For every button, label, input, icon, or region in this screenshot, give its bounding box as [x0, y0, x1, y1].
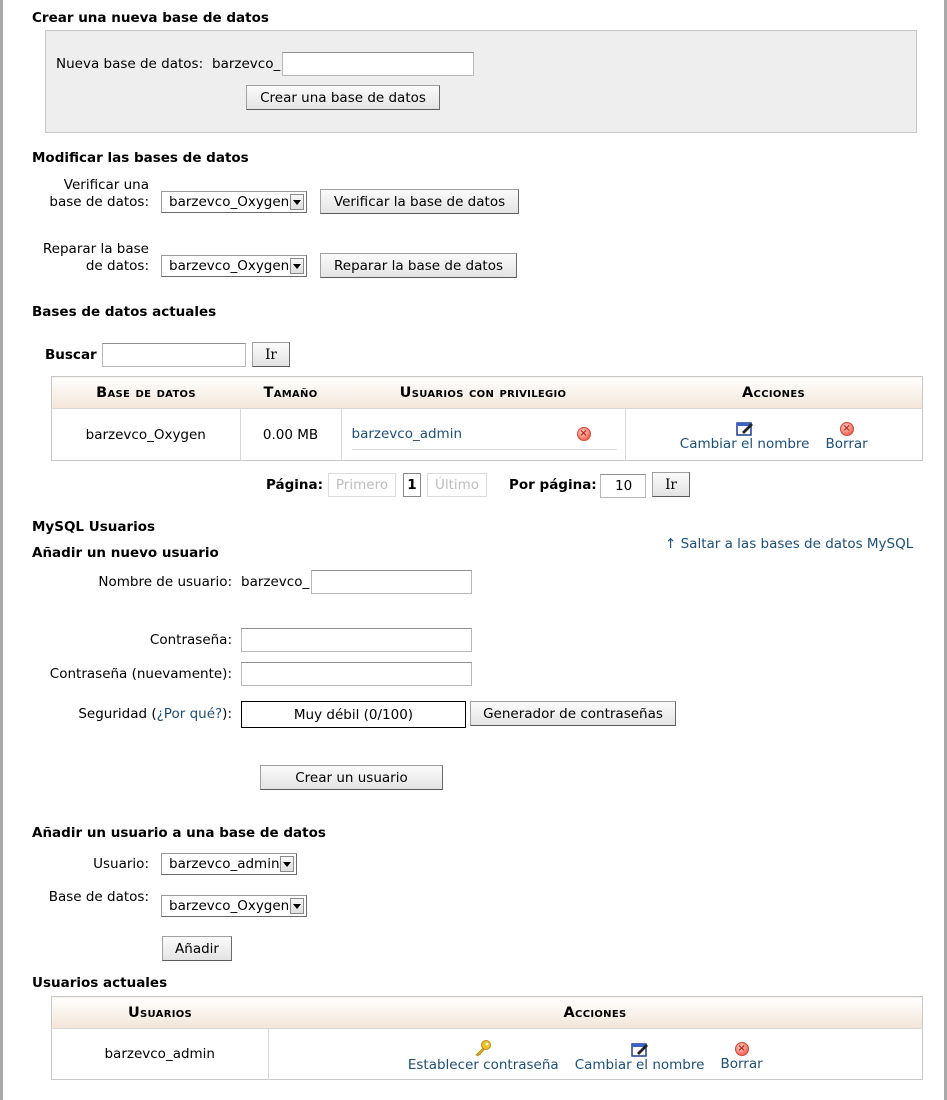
verify-db-label: Verificar una base de datos: [49, 177, 149, 210]
current-users-heading: Usuarios actuales [32, 975, 168, 991]
password-strength-meter [241, 701, 466, 728]
chevron-down-icon [280, 856, 294, 872]
delete-x-icon: × [735, 1042, 749, 1056]
password-input[interactable] [241, 628, 472, 652]
rename-icon [631, 1042, 649, 1057]
verify-db-button[interactable]: Verificar la base de datos [320, 189, 519, 214]
why-link[interactable]: ¿Por qué? [156, 706, 223, 722]
verify-db-select[interactable] [161, 191, 307, 213]
db-select-label: Base de datos: [48, 889, 149, 905]
repair-db-select-value: barzevco_Oxygen [169, 258, 290, 274]
delete-user-link[interactable]: Borrar [720, 1055, 763, 1072]
first-page-button[interactable]: Primero [328, 473, 396, 497]
search-go-button[interactable]: Ir [252, 342, 290, 367]
col-header-size: Tamaño [240, 377, 341, 409]
verify-db-select-value: barzevco_Oxygen [169, 194, 290, 210]
add-user-to-db-heading: Añadir un usuario a una base de datos [32, 825, 326, 841]
modify-db-heading: Modificar las bases de datos [32, 150, 249, 166]
new-db-input[interactable] [282, 52, 474, 76]
col-header-user-actions: Acciones [268, 997, 923, 1029]
rename-db-link[interactable]: Cambiar el nombre [679, 436, 810, 452]
db-size-cell: 0.00 MB [240, 409, 341, 461]
per-page-label: Por página: [509, 477, 597, 493]
new-db-label: Nueva base de datos: [56, 56, 204, 72]
create-db-heading: Crear una nueva base de datos [32, 10, 269, 26]
username-label: Nombre de usuario: [98, 574, 232, 590]
col-header-database: Base de datos [52, 377, 241, 409]
rename-user-action[interactable] [575, 1039, 705, 1073]
repair-db-button[interactable]: Reparar la base de datos [320, 253, 517, 278]
user-name-cell: barzevco_admin [52, 1029, 269, 1080]
create-user-button[interactable]: Crear un usuario [260, 765, 443, 790]
add-user-to-db-button[interactable]: Añadir [162, 936, 232, 961]
password-again-input[interactable] [241, 662, 472, 686]
security-label [40, 706, 232, 723]
table-row [52, 1029, 923, 1080]
password-generator-button[interactable]: Generador de contraseñas [470, 701, 676, 726]
add-user-heading: Añadir un nuevo usuario [32, 545, 219, 561]
delete-x-icon: × [840, 422, 854, 436]
delete-x-icon[interactable]: × [577, 427, 591, 441]
user-select-label: Usuario: [93, 856, 149, 872]
last-page-button[interactable]: Último [427, 473, 487, 497]
chevron-down-icon [290, 194, 304, 210]
current-page[interactable]: 1 [403, 473, 421, 497]
delete-db-link[interactable]: Borrar [825, 436, 868, 452]
user-select[interactable] [161, 853, 297, 875]
col-header-users: Usuarios [52, 997, 269, 1029]
db-select[interactable] [161, 895, 307, 917]
search-label: Buscar [45, 347, 97, 363]
username-prefix: barzevco_ [241, 574, 310, 590]
page-label: Página: [266, 477, 324, 493]
set-password-link[interactable]: Establecer contraseña [407, 1056, 559, 1073]
search-input[interactable] [102, 343, 246, 367]
chevron-down-icon [290, 258, 304, 274]
databases-table [51, 376, 923, 461]
window-frame-left [0, 0, 3, 1100]
rename-user-link[interactable]: Cambiar el nombre [574, 1056, 705, 1073]
db-select-value: barzevco_Oxygen [169, 898, 290, 914]
db-user-link[interactable]: barzevco_admin [351, 426, 463, 442]
create-db-panel [45, 30, 917, 133]
db-users-cell [341, 409, 625, 461]
password-label: Contraseña: [149, 632, 232, 648]
set-password-action[interactable] [408, 1039, 559, 1073]
col-header-actions: Acciones [625, 377, 923, 409]
jump-to-dbs-text: Saltar a las bases de datos MySQL [680, 536, 914, 552]
password-again-label: Contraseña (nuevamente): [49, 666, 232, 682]
users-table [51, 996, 923, 1080]
db-actions-cell [625, 409, 923, 461]
table-row [52, 409, 923, 461]
per-page-input[interactable] [600, 474, 646, 498]
create-db-button[interactable]: Crear una base de datos [246, 85, 440, 110]
username-input[interactable] [311, 570, 472, 594]
per-page-go-button[interactable]: Ir [652, 472, 690, 497]
security-label-pre: Seguridad ( [78, 706, 157, 722]
repair-db-select[interactable] [161, 255, 307, 277]
password-strength-text: Muy débil (0/100) [293, 706, 414, 723]
delete-user-action[interactable] [720, 1039, 762, 1072]
jump-to-dbs-link[interactable] [665, 536, 913, 552]
user-select-value: barzevco_admin [169, 856, 280, 872]
security-label-post: ): [222, 706, 232, 722]
rename-db-action[interactable] [680, 421, 810, 452]
current-dbs-heading: Bases de datos actuales [32, 304, 217, 320]
repair-db-label: Reparar la base de datos: [42, 241, 149, 274]
db-name-cell: barzevco_Oxygen [52, 409, 241, 461]
delete-db-action[interactable] [826, 421, 868, 452]
col-header-privileged-users: Usuarios con privilegio [341, 377, 625, 409]
chevron-down-icon [290, 898, 304, 914]
arrow-up-icon: ↑ [665, 536, 677, 552]
mysql-users-heading: MySQL Usuarios [32, 519, 156, 535]
rename-icon [736, 421, 754, 436]
new-db-prefix: barzevco_ [212, 56, 281, 72]
user-actions-cell [268, 1029, 923, 1080]
key-icon [474, 1039, 492, 1057]
